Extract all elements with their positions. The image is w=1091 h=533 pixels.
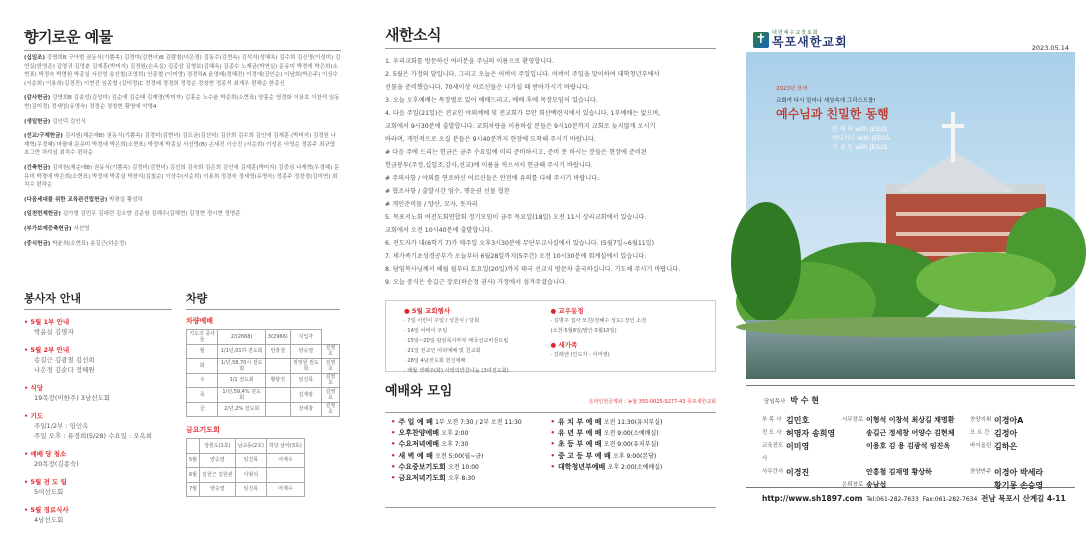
worship-time: 오전 9:00(소예배실) (603, 430, 659, 438)
vehicle-cell: 김영호 (322, 373, 340, 388)
meal-cell: 양승열 (200, 482, 236, 497)
vehicle-cell (265, 388, 290, 403)
service-list (24, 317, 172, 525)
news-item: 교회에서 9시30분에 출발합니다. 교회차량을 이용하실 분들은 9시10분까지 교회로 늦지않게 오시기 (385, 123, 656, 130)
motto-sub: 한 해 더 with JESUS. (832, 126, 890, 133)
vehicle-cell: 수 (187, 373, 218, 388)
service-head: • 5월 경로식사 (24, 506, 69, 514)
staff-name: 이형석 이창석 최상길 채명환 (866, 416, 955, 424)
staff-name: 이경진 (786, 468, 810, 477)
meal-header-cell (187, 439, 200, 454)
worship-time: 1부 오전 7:30 / 2부 오전 11:30 (435, 419, 522, 426)
cover-panel (730, 0, 1091, 516)
vehicle-title: 차량 (186, 290, 340, 310)
news-item: 바라며, 개인적으로 오실 분들은 9시40분까지 현장에 도착해 주시기 바랍니다. (385, 136, 596, 143)
phone: Tel:061-282-7633 (866, 496, 919, 503)
bulletin-date: 2023.05.14 (1031, 44, 1069, 52)
worship-row (391, 462, 551, 473)
bullet-icon: • (391, 462, 396, 471)
service-body: 송길근 김광철 김선희 (34, 356, 95, 364)
worship-row (551, 439, 711, 450)
meal-cell (267, 468, 305, 483)
staff-name: 이경아 박세라 (994, 468, 1044, 477)
meal-cell: 김원근 김원관 (200, 468, 236, 483)
staff-name: 송길근 정세창 어양수 김현체 (866, 429, 955, 437)
offering-item (24, 225, 341, 234)
worship-name: 오후찬양예배 (398, 429, 440, 438)
senior-pastor (764, 395, 1075, 406)
bullet-icon: • (391, 451, 396, 460)
box-item: · 김명주 집사 모친(전혜수 성도) 장인 소천 (550, 318, 647, 324)
service-item (24, 317, 172, 337)
box-item: · 15일~20일 담임목사부부 태국선교비전트립 (404, 338, 509, 344)
service-head: • 5월 1부 안내 (24, 318, 70, 326)
vehicle-cell (265, 402, 290, 417)
vehicle-cell: 목 (187, 388, 218, 403)
worship-time: 오전 5:00(월~금) (435, 452, 484, 460)
motto-line: 교회여 다시 일어나 세상속에 그리스도를! (776, 98, 876, 104)
news-item: 선물을 준비했습니다. 70세이상 어르신들은 나가실 때 받아가시기 바랍니다. (385, 84, 590, 91)
staff-role: 찬양지휘 (970, 417, 992, 423)
service-item (24, 449, 172, 469)
service-head: • 예배 당 청소 (24, 450, 67, 458)
vehicle-row (187, 344, 340, 359)
staff-row (762, 479, 1075, 492)
vehicle-header-cell: 지입자 (290, 330, 321, 345)
vehicle-header-cell: 기도의 중사들 (187, 330, 218, 345)
vehicle-cell: 임진목 (290, 373, 321, 388)
news-item: 3. 오늘 오후예배는 목장별로 있어 예배드리고, 예배 후에 목장모임이 있습니다. (385, 97, 598, 104)
meal-cell: 6월 (187, 468, 200, 483)
meal-row (187, 453, 305, 468)
pastor-name: 박 수 현 (790, 396, 820, 405)
staff-role: 교육전도사 (762, 443, 784, 462)
service-head: • 5월 2부 안내 (24, 346, 70, 354)
box-item: · 7일 어린이 주일 / 성찬식 / 당회 (404, 318, 480, 324)
motto-block (776, 84, 891, 151)
offering-label: (선교/구제헌금) (24, 133, 65, 140)
worship-row (391, 428, 551, 439)
staff-name: 김민호 (786, 416, 810, 425)
worship-col-left (391, 417, 551, 507)
worship-row (391, 439, 551, 450)
worship-schedule (385, 412, 716, 508)
motto-sub: 어디서나 with JESUS. (832, 135, 892, 142)
offering-label: (다음세대를 위한 교육관건립헌금) (24, 196, 110, 203)
box-item: · 김래엔 (인도자 : 이미영) (550, 352, 610, 358)
worship-title: 예배와 모임 (385, 384, 453, 399)
vehicle-section (186, 290, 340, 497)
vehicle-row (187, 402, 340, 417)
service-item (24, 477, 172, 497)
news-item: 8. 담임목사님께서 해월 월부터 토요일(20일)까지 태국 선교지 방문차 출국하십니다. 기도해 주시기 바랍니다. (385, 266, 681, 273)
worship-name: 유 치 부 예 배 (557, 418, 602, 426)
service-head: • 식당 (24, 384, 43, 392)
worship-time: 오후 9:00(본당) (612, 452, 657, 460)
staff-name: 이미영 (786, 442, 810, 451)
worship-time: 오후 8:30 (448, 475, 476, 483)
service-body: 나은경 김순다 정혜원 (34, 366, 95, 374)
event-box-title: ● 5월 교회행사 (404, 307, 451, 315)
meal-cell: 7월 (187, 482, 200, 497)
news-title: 새한소식 (385, 24, 716, 49)
worship-row (391, 473, 551, 484)
news-box (551, 306, 698, 366)
staff-row (762, 427, 1075, 440)
staff-role (762, 479, 786, 492)
offering-names: 김지원(채순애B) 권동식(기쁨속) 김경미(김현녀) 김도균(김선미) 김산희 김수희 김인애 김재훈 (박미지) 김정원 나재혁(우경혜) 마필애 문유미 박경애 박은희(소현표) 박정애 박종실 서선영(B) 손세진 이승진 (서순희) 이성온 이영순 정종주 최규엽 초그만 처석심 최치수 편하순 (24, 133, 337, 157)
worship-row (551, 451, 711, 462)
vehicle-cell: 1/1 전도회 (218, 373, 266, 388)
vehicle-cell: 김재광 (290, 388, 321, 403)
news-box-items (551, 316, 698, 336)
worship-col-right (551, 417, 711, 507)
offering-panel (0, 0, 365, 524)
vehicle-header-row (187, 330, 340, 345)
staff-role (970, 479, 994, 492)
bullet-icon: • (550, 440, 555, 449)
staff-name: 이경아A (994, 416, 1024, 425)
service-item (24, 505, 172, 525)
meal-table (186, 438, 305, 497)
staff-name: 김정아 (994, 429, 1018, 438)
meal-cell: 임진목 (235, 482, 266, 497)
vehicle-cell (265, 359, 290, 374)
online-account: 온라인헌금계좌 : 농협 355-0025-9277-43 목포새한교회 (588, 399, 716, 405)
staff-role: 찬양반주 (970, 469, 992, 475)
offering-names: 강명희B 구아범 권동식(기쁨속) 김경미(김현녀)B 김람철(녀은경) 김동수(김현옥) 김석지(성혜옥) 김수희 김신영(이성미) 김연실(한영준) 김영귀 김영춘 김재훈(박미지) 김정원(손옥실) 김종삼 김형보(김혜옥) 김종수 노재균(박연실) 문유미 박경애 박은희(소현표) 박정숙 박영원 박종실 서선영 송선철(조영희) 안종철 (이미영) 정경하A 윤영래(정혜전) 이경애(강인순) 이남희(박은주) 이상수(서순희) 이용희(김경진) 이현진 임종철 (김미정)C 전경래 정경희 정정순 정창현 정종석 최재우 편해순 한종신 (24, 55, 341, 87)
vehicle-header-cell: 3(2966) (265, 330, 290, 345)
worship-name: 초 등 부 예 배 (557, 440, 602, 449)
newcomer-box-title: ● 새가족 (550, 341, 578, 349)
staff-name: 김하은 (994, 442, 1018, 451)
staff-section (746, 385, 1075, 488)
worship-time: 오전 9:00(유치부실) (603, 441, 659, 449)
vehicle-row (187, 373, 340, 388)
meal-cell: 5월 (187, 453, 200, 468)
staff-role: 시무장로 (842, 417, 864, 423)
worship-name: 수요저녁예배 (398, 440, 440, 449)
meal-cell: 어재수 (267, 453, 305, 468)
worship-name: 수요중보기도회 (398, 462, 446, 471)
service-item (24, 411, 172, 441)
staff-role: 은퇴장로 (842, 482, 864, 488)
worship-row (551, 428, 711, 439)
meal-cell: 임진목 (235, 453, 266, 468)
church-footer (762, 493, 1066, 504)
worship-row (551, 462, 711, 473)
offering-names: 강영희B 김송성(김성미) 김순애 김순태 김재영(박미자) 김홍순 노수윤 박준희(소현표) 양홍순 염경화 이용호 이찬석 임동현(김미정) 정세영(유명숙) 정정순 정창현 황영애 악명4 (24, 95, 340, 110)
worship-time: 오후 7:30 (441, 441, 469, 449)
worship-time: 오전 11:30(유치부실) (603, 419, 663, 426)
bullet-icon: • (550, 462, 555, 471)
worship-name: 새 벽 예 배 (398, 451, 433, 460)
news-item: 헌금봉투(주정,십일조,감사,선교)에 이름을 적으셔서 헌금해 주시기 바랍니다. (385, 162, 593, 169)
motto-main: 예수님과 친밀한 동행 (776, 107, 889, 121)
worship-time: 오전 10:00 (448, 463, 479, 471)
denomination-label: 대한예수교장로회 (772, 30, 819, 36)
vehicle-cell: 1/년,59,4% 전도회 (218, 388, 266, 403)
bullet-icon: • (391, 440, 396, 449)
service-item (24, 345, 172, 375)
vehicle-cell: 1/1년,01하 전도회 (218, 344, 266, 359)
staff-name: 송남섭 (866, 481, 887, 489)
news-box-title: ● 교우동정 (550, 307, 584, 315)
vehicle-cell: 화 (187, 359, 218, 374)
event-boxes (385, 300, 716, 372)
staff-role: 부 목 사 (762, 417, 782, 423)
meal-cell: 어재수 (267, 482, 305, 497)
offering-item (24, 164, 341, 190)
offering-names: 박광실 황성하 (109, 196, 143, 203)
service-head: • 기도 (24, 412, 43, 420)
worship-name: 유 년 부 예 배 (557, 429, 602, 438)
offering-label: (감사헌금) (24, 95, 53, 102)
vehicle-cell: 황광진 (265, 373, 290, 388)
fax: Fax:061-282-7634 (922, 496, 978, 503)
bullet-icon: • (550, 451, 555, 460)
news-item: # 개인준비물 / 양산, 모자, 돗자리 (385, 201, 478, 208)
box-item: (소천-5월8일/발인-5월10일) (550, 328, 617, 334)
meal-cell: 이형석 (235, 468, 266, 483)
news-item: # 협조사항 / 출발시간 엄수, 행운권 선물 협찬 (385, 188, 510, 195)
offering-item (24, 210, 341, 219)
news-list (385, 55, 716, 289)
worship-row (391, 417, 551, 428)
news-item: 9. 오늘 중식은 송길근 장로(하순정 권사) 가정에서 섬겨주셨습니다. (385, 279, 567, 286)
staff-name: 황기롱 손승영 (994, 481, 1044, 490)
news-item: 1. 우리교회를 방문하신 여러분을 주님의 이름으로 환영합니다. (385, 58, 555, 65)
service-body: 5여선도회 (34, 488, 64, 496)
staff-role: 전 도 사 (762, 430, 782, 436)
vehicle-cell: 금 (187, 402, 218, 417)
worship-time: 오후 2:00 (441, 430, 469, 438)
offering-item (24, 240, 341, 249)
offering-names: 박윤희(소현표) 송길근(하순정) (52, 240, 127, 247)
offering-title: 향기로운 예물 (24, 26, 341, 51)
news-item: 4. 다음 주일(21일)은 전교인 야외예배 및 전교회가 무안 회산백련지에서 있습니다. 1부예배는 없으며, (385, 110, 661, 117)
meal-caption: 금요기도회 (186, 426, 220, 434)
box-item: · 14일 어버이 주일 (404, 328, 448, 334)
staff-row (762, 466, 1075, 479)
motto-sub: 지 금 도 with JESUS. (832, 144, 890, 151)
offering-label: (건축헌금) (24, 164, 53, 171)
bullet-icon: • (550, 418, 555, 426)
staff-role: 바이올린 (970, 443, 992, 449)
offering-names: 김지원(채순애B) 권동식(기쁨속) 김경미(김현녀) 김선희 김숙희 김은희 김인애 김재훈(박미지) 김중심 나재혁(우경혜) 문유미 박경애 박은희(소현표) 박정애 박종실 박창석(김철순) 이상수(서순희) 이용희 정경숙 정세영(유명숙) 정종주 정찬경(김미연) 최치수 편하순 (24, 164, 340, 189)
news-item: 교회에서 오전 10시40분에 출발합니다. (385, 227, 493, 234)
event-box (404, 306, 551, 374)
offering-names: 김가형 김민우 김대련 김소향 김준원 김해수(김해현) 김정현 정시현 정명준 (62, 211, 241, 218)
news-item: # 다음 주에 드리는 헌금은 금주 수요일에 미리 준비하시고, 준비 못 하시는 분들은 현장에 준비된 (385, 149, 647, 156)
service-head: • 5월 전 도 팀 (24, 478, 67, 486)
meal-header-cell: 남교동(2호) (235, 439, 266, 454)
bullet-icon: • (391, 474, 396, 483)
event-box-items (404, 316, 551, 376)
bullet-icon: • (550, 429, 555, 438)
meal-header-row (187, 439, 305, 454)
vehicle-caption: 차량예배 (186, 317, 214, 325)
vehicle-cell: 김영호 (322, 388, 340, 403)
news-item: # 주의사항 / 야외를 연로하신 어르신들은 안전에 유의를 다해 주시기 바랍니다. (385, 175, 600, 182)
offering-label: (부가보예증축헌금) (24, 225, 74, 232)
service-item (24, 383, 172, 403)
vehicle-cell: 1/년,58,70시 전도회 (218, 359, 266, 374)
vehicle-cell: 김영호 (322, 402, 340, 417)
worship-time: 오후 2:00(소예배실) (607, 463, 663, 471)
service-body: 주일1/2부 : 임인옥 (34, 422, 89, 430)
service-body: 19목장(이한주) 3남선도회 (34, 394, 111, 402)
news-item: 7. 세가족기초성경공부가 오늘부터 6월28일까지(5주간) 오전 10시30분에 회계실에서 있습니다. (385, 253, 647, 260)
church-photo (746, 52, 1075, 379)
vehicle-cell: 김영호 (322, 344, 340, 359)
vehicle-cell: 양승열 (290, 344, 321, 359)
vehicle-cell: 김영호 (322, 359, 340, 374)
vehicle-header-cell: 2/(2668) (218, 330, 266, 345)
worship-name: 주 일 예 배 (398, 418, 433, 426)
worship-row (551, 417, 711, 428)
worship-name: 대학청년부예배 (557, 462, 606, 471)
staff-row (762, 440, 1075, 466)
vehicle-cell: 월 (187, 344, 218, 359)
staff-role (842, 466, 866, 479)
service-body: 박윤실 김명자 (34, 328, 74, 336)
website-link[interactable]: http://www.sh1897.com (762, 494, 863, 503)
offering-label: (생일헌금) (24, 118, 53, 125)
vehicle-cell: 2/년,2% 전도회 (218, 402, 266, 417)
worship-name: 중 고 등 부 예 배 (557, 451, 611, 460)
bullet-icon: • (391, 429, 396, 438)
offering-label: (일천번제헌금) (24, 211, 63, 218)
meal-row (187, 482, 305, 497)
pastor-label: 담임목사 (764, 399, 786, 405)
vehicle-cell: 안흥철 (265, 344, 290, 359)
news-item: 5. 목포서노회 여전도회연합회 정기모임이 금주 목요일(18일) 오전 11시 상리교회에서 있습니다. (385, 214, 647, 221)
box-item: · 21일 전교인 야외예배 및 친교회 (404, 348, 481, 354)
offering-item (24, 94, 341, 111)
service-section (24, 290, 172, 533)
box-item: · 매월 셋째주(화) 사랑의반찬나눔 (3여전도회) (404, 368, 509, 374)
service-body: 4남선도회 (34, 516, 64, 524)
cross-icon: ✝ (753, 32, 769, 48)
offering-list (24, 54, 341, 248)
staff-role: 오 르 간 (970, 430, 990, 436)
meal-header-cell: 하당 남악(3호) (267, 439, 305, 454)
staff-name (786, 479, 842, 492)
address: 전남 목포시 산계길 4-11 (981, 494, 1066, 503)
worship-row (391, 451, 551, 462)
service-body: 20목장(김종숙) (34, 460, 79, 468)
offering-item (24, 118, 341, 127)
service-title: 봉사자 안내 (24, 290, 172, 310)
offering-names: 서선영 (73, 225, 90, 232)
meal-row (187, 468, 305, 483)
meal-header-cell: 상현도(1호) (200, 439, 236, 454)
staff-role: 사무간사 (762, 469, 784, 475)
motto-year: 2023년 표어 (776, 86, 808, 92)
newcomer-box-items (551, 350, 698, 360)
offering-names: 김인덕 김인식 (52, 118, 86, 125)
offering-item (24, 132, 341, 158)
offering-label: (십일조) (24, 55, 47, 61)
vehicle-cell: 권장원 권도희 (290, 359, 321, 374)
vehicle-cell: 장세창 (290, 402, 321, 417)
news-item: 6. 전도자가 대(6학기 7)가 매주일 오후3시30분에 무단부교사실에서 있습니다. (5월7일~6월11일) (385, 240, 655, 247)
vehicle-row (187, 359, 340, 374)
church-name: 목포새한교회 (772, 35, 848, 49)
meal-cell: 양승열 (200, 453, 236, 468)
staff-grid (762, 414, 1075, 492)
service-body: 주일 오후 : 류경희(5/28) 수요일 : 오옥희 (34, 432, 153, 440)
staff-row (762, 414, 1075, 427)
box-item: · 28일 4남전도회 헌신예배 (404, 358, 466, 364)
staff-role (842, 440, 866, 466)
offering-label: (중식헌금) (24, 240, 53, 247)
staff-name: 이용호 김 용 김광석 임진옥 (866, 442, 951, 450)
staff-name: 안흥철 김재영 황상하 (866, 468, 932, 476)
church-logo (753, 30, 848, 49)
staff-role (842, 427, 866, 440)
offering-item (24, 196, 341, 205)
vehicle-row (187, 388, 340, 403)
news-item: 2. 5월은 가정의 달입니다. 그리고 오늘은 어버이 주일입니다. 어버이 주일을 맞이하여 대학청년부에서 (385, 71, 660, 78)
offering-item (24, 54, 341, 88)
bullet-icon: • (391, 418, 396, 426)
staff-name: 허명자 송희영 (786, 429, 836, 438)
worship-name: 금요저녁기도회 (398, 474, 446, 483)
vehicle-table (186, 329, 340, 417)
